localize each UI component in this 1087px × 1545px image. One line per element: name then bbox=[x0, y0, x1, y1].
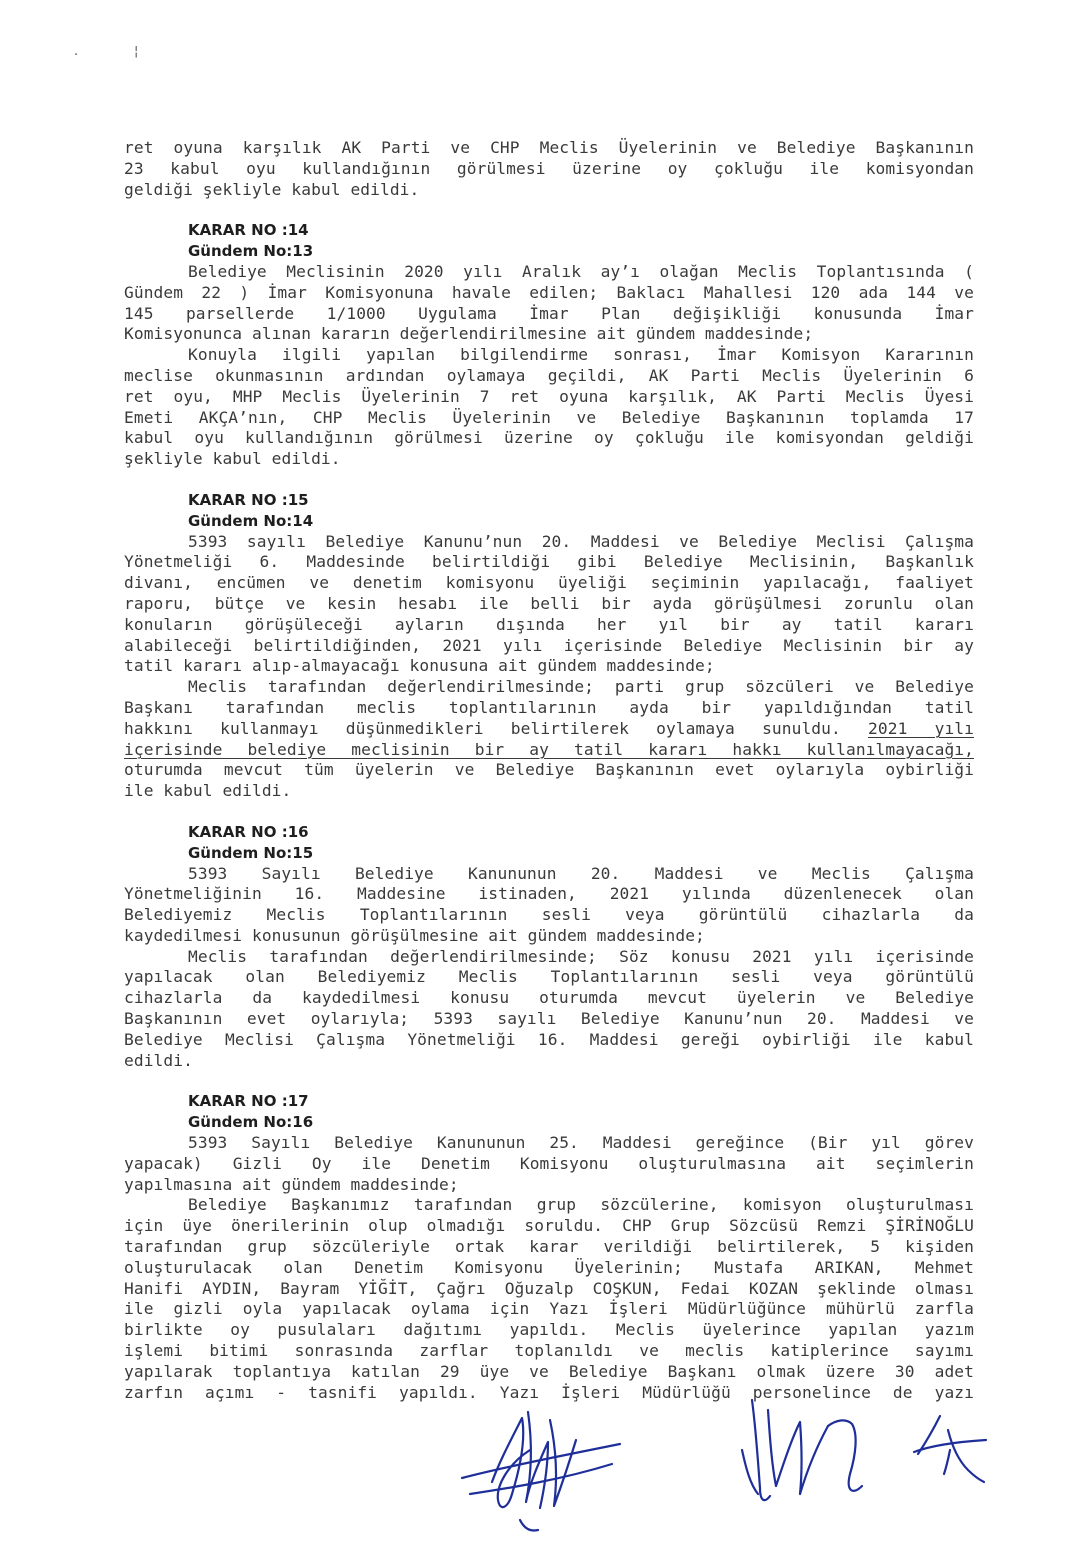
text-line: Başkanının evet oylarıyla; 5393 sayılı Belediye Kanunu’nun 20. Maddesi ve bbox=[124, 1009, 974, 1029]
text-line: birlikte oy pusulaları dağıtımı yapıldı. Meclis üyelerince yapılan yazım bbox=[124, 1320, 974, 1340]
text-line: Meclis tarafından değerlendirilmesinde; Söz konusu 2021 yılı içerisinde bbox=[188, 946, 974, 966]
text-line: yapılarak toplantıya katılan 29 üye ve Belediye Başkanı olmak üzere 30 adet bbox=[124, 1361, 974, 1381]
text-line: konuların görüşüleceği ayların dışında her yıl bir ay tatil kararı bbox=[124, 614, 974, 634]
text-line: şekliyle kabul edildi. bbox=[124, 449, 341, 469]
text-line: kaydedilmesi konusunun görüşülmesine ait gündem maddesinde; bbox=[124, 925, 705, 945]
text-line: ile gizli oyla yapılacak oylama için Yazı İşleri Müdürlüğünce mühürlü zarfla bbox=[124, 1299, 974, 1319]
text-line: oluşturulacak olan Denetim Komisyonu Üyelerinin; Mustafa ARIKAN, Mehmet bbox=[124, 1257, 974, 1277]
text-line: ret oyu, MHP Meclis Üyelerinin 7 ret oyuna karşılık, AK Parti Meclis Üyesi bbox=[124, 386, 974, 406]
text-line: 5393 Sayılı Belediye Kanununun 25. Maddesi gereğince (Bir yıl görev bbox=[188, 1133, 974, 1153]
decision-section-14 bbox=[124, 220, 974, 470]
scan-speck-right: ¦ bbox=[134, 44, 139, 59]
text-segment: hakkını kullanmayı düşünmedikleri belirtilerek oylamaya sunuldu. bbox=[124, 718, 841, 738]
text-line: ile kabul edildi. bbox=[124, 781, 292, 801]
decision-number: KARAR NO :15 bbox=[188, 490, 309, 509]
text-line: tarafından grup sözcüleriyle ortak karar verildiği belirtilerek, 5 kişiden bbox=[124, 1237, 974, 1257]
underlined-line: içerisinde belediye meclisinin bir ay tatil kararı hakkı kullanılmayacağı, bbox=[124, 739, 974, 759]
text-line: yapılmasına ait gündem maddesinde; bbox=[124, 1174, 459, 1194]
text-line: Başkanı tarafından meclis toplantılarının ayda bir yapıldığından tatil bbox=[124, 697, 974, 717]
signature-right bbox=[914, 1416, 986, 1482]
text-line: raporu, bütçe ve kesin hesabı ile belli bir ayda görüşülmesi zorunlu olan bbox=[124, 593, 974, 613]
text-line: Yönetmeliğinin 16. Maddesine istinaden, 2021 yılında düzenlenecek olan bbox=[124, 884, 974, 904]
decision-section-17 bbox=[124, 1091, 974, 1403]
text-line bbox=[124, 719, 974, 740]
text-line: Belediye Meclisinin 2020 yılı Aralık ay’ı olağan Meclis Toplantısında ( bbox=[188, 261, 974, 281]
decision-number: KARAR NO :17 bbox=[188, 1092, 309, 1111]
text-line: Meclis tarafından değerlendirilmesinde; parti grup sözcüleri ve Belediye bbox=[188, 677, 974, 697]
text-line: Hanifi AYDIN, Bayram YİĞİT, Çağrı Oğuzalp COŞKUN, Fedai KOZAN şeklinde olması bbox=[124, 1278, 974, 1298]
text-line: Belediyemiz Meclis Toplantılarının sesli veya görüntülü cihazlarla da bbox=[124, 905, 974, 925]
agenda-number: Gündem No:14 bbox=[188, 511, 314, 530]
underlined-text: 2021 yılı bbox=[868, 718, 974, 738]
intro-paragraph bbox=[124, 138, 974, 200]
text-line: 5393 sayılı Belediye Kanunu’nun 20. Maddesi ve Belediye Meclisi Çalışma bbox=[188, 531, 974, 551]
text-line: Gündem 22 ) İmar Komisyonuna havale edilen; Baklacı Mahallesi 120 ada 144 ve bbox=[124, 282, 974, 302]
signatures-svg bbox=[0, 1390, 1087, 1545]
signature-area bbox=[0, 1390, 1087, 1545]
decision-section-16 bbox=[124, 822, 974, 1072]
text-line: Belediye Başkanımız tarafından grup sözcülerine, komisyon oluşturulması bbox=[188, 1195, 974, 1215]
text-line: kabul oyu kullandığının görülmesi üzerine oy çokluğu ile komisyondan geldiği bbox=[124, 428, 974, 448]
text-line: yapılacak olan Belediyemiz Meclis Toplantılarının sesli veya görüntülü bbox=[124, 967, 974, 987]
agenda-number: Gündem No:13 bbox=[188, 242, 314, 261]
minutes-body bbox=[124, 138, 974, 1403]
text-line: Komisyonunca alınan kararın değerlendirilmesine ait gündem maddesinde; bbox=[124, 324, 814, 344]
text-line: oturumda mevcut tüm üyelerin ve Belediye Başkanının evet oylarıyla oybirliği bbox=[124, 760, 974, 780]
decision-number: KARAR NO :16 bbox=[188, 822, 309, 841]
signature-left bbox=[462, 1412, 620, 1531]
agenda-number: Gündem No:16 bbox=[188, 1113, 314, 1132]
text-line: Emeti AKÇA’nın, CHP Meclis Üyelerinin ve Belediye Başkanının toplamda 17 bbox=[124, 407, 974, 427]
signature-middle bbox=[742, 1400, 862, 1500]
scan-speck-left: · bbox=[74, 48, 79, 63]
decision-section-15 bbox=[124, 490, 974, 802]
text-line: ret oyuna karşılık AK Parti ve CHP Meclis Üyelerinin ve Belediye Başkanının bbox=[124, 138, 974, 157]
text-line: Konuyla ilgili yapılan bilgilendirme sonrası, İmar Komisyon Kararının bbox=[188, 345, 974, 365]
text-line: divanı, encümen ve denetim komisyonu üyeliği seçiminin yapılacağı, faaliyet bbox=[124, 573, 974, 593]
text-line: edildi. bbox=[124, 1050, 193, 1070]
text-line: tatil kararı alıp-almayacağı konusuna ait gündem maddesinde; bbox=[124, 656, 715, 676]
agenda-number: Gündem No:15 bbox=[188, 843, 314, 862]
text-line: Yönetmeliği 6. Maddesinde belirtildiği gibi Belediye Meclisinin, Başkanlık bbox=[124, 552, 974, 572]
text-line: cihazlarla da kaydedilmesi konusu oturumda mevcut üyelerin ve Belediye bbox=[124, 988, 974, 1008]
text-line: geldiği şekliyle kabul edildi. bbox=[124, 179, 420, 199]
text-line: meclise okunmasının ardından oylamaya geçildi, AK Parti Meclis Üyelerinin 6 bbox=[124, 365, 974, 385]
text-line: alabileceği belirtildiğinden, 2021 yılı içerisinde Belediye Meclisinin bir ay bbox=[124, 635, 974, 655]
text-line: 23 kabul oyu kullandığının görülmesi üzerine oy çokluğu ile komisyondan bbox=[124, 158, 974, 178]
text-line: 145 parsellerde 1/1000 Uygulama İmar Plan değişikliği konusunda İmar bbox=[124, 303, 974, 323]
text-line: 5393 Sayılı Belediye Kanununun 20. Maddesi ve Meclis Çalışma bbox=[188, 863, 974, 883]
text-line: için üye önerilerinin olup olmadığı soruldu. CHP Grup Sözcüsü Remzi ŞİRİNOĞLU bbox=[124, 1216, 974, 1236]
text-line: zarfın açımı - tasnifi yapıldı. Yazı İşleri Müdürlüğü personelince de yazı bbox=[124, 1382, 974, 1402]
text-line: yapacak) Gizli Oy ile Denetim Komisyonu oluşturulmasına ait seçimlerin bbox=[124, 1153, 974, 1173]
text-line: işlemi bitimi sonrasında zarflar toplanıldı ve meclis katiplerince sayımı bbox=[124, 1341, 974, 1361]
text-line: Belediye Meclisi Çalışma Yönetmeliği 16. Maddesi gereği oybirliği ile kabul bbox=[124, 1029, 974, 1049]
decision-number: KARAR NO :14 bbox=[188, 221, 309, 240]
